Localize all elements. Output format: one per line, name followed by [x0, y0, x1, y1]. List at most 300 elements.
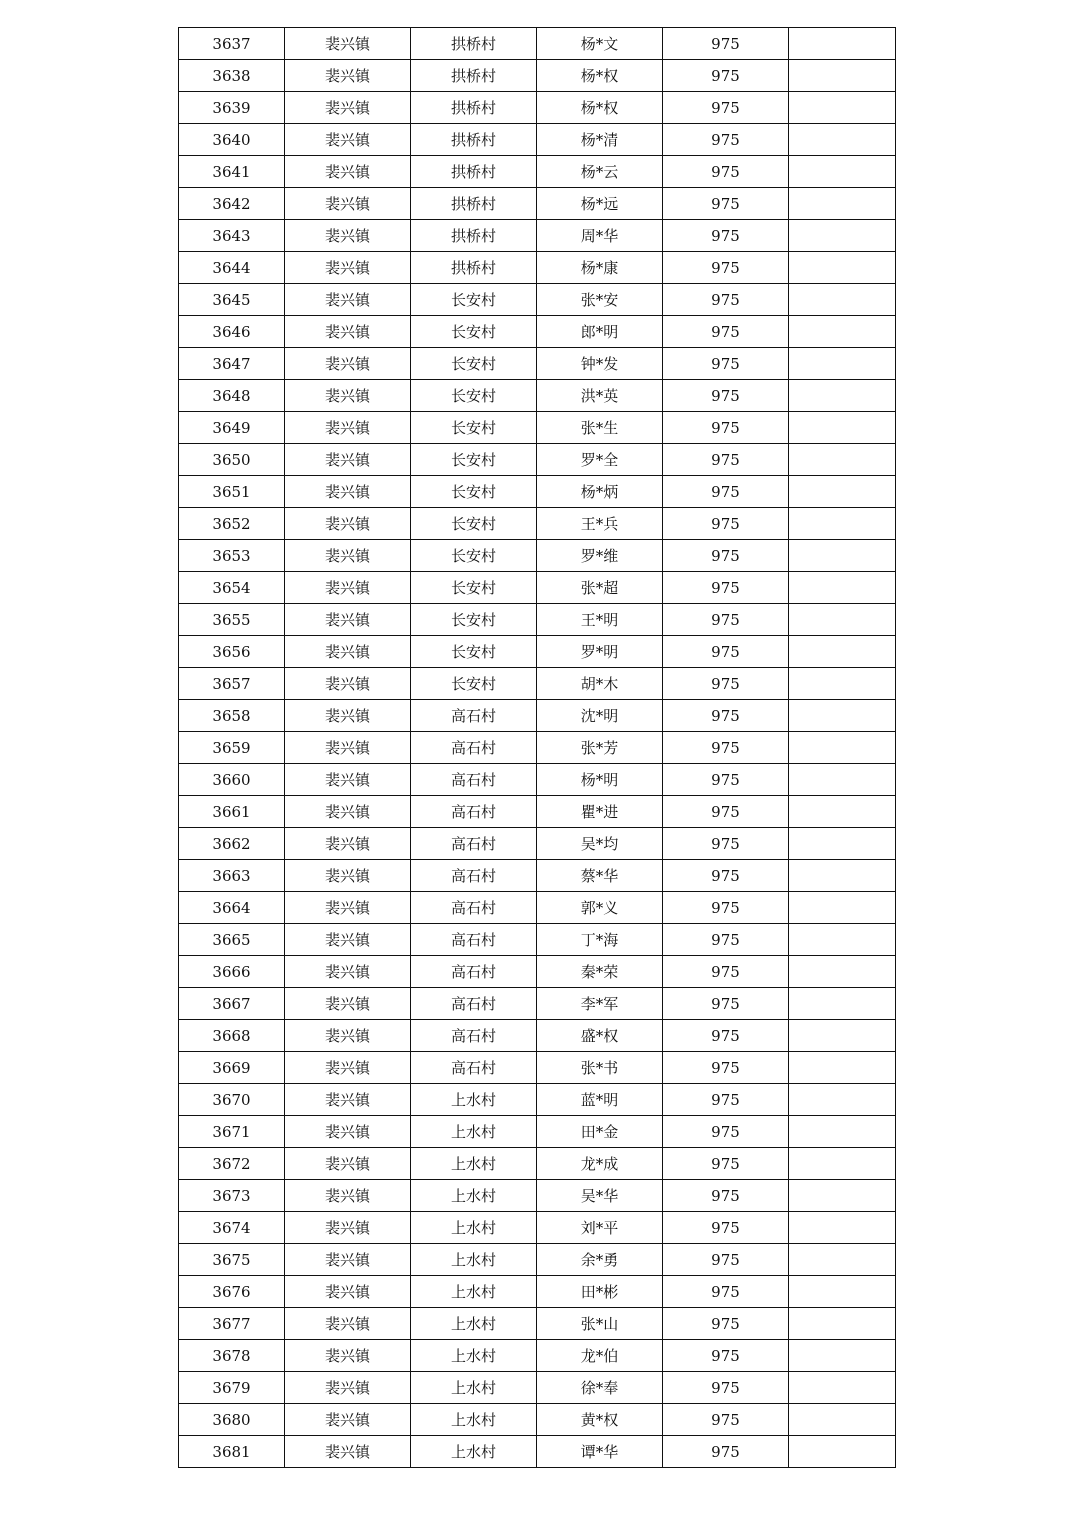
amount-cell: 975 [663, 540, 789, 572]
amount-cell: 975 [663, 348, 789, 380]
village-cell: 拱桥村 [411, 60, 537, 92]
row-number-cell: 3643 [179, 220, 285, 252]
village-cell: 高石村 [411, 796, 537, 828]
row-number-cell: 3675 [179, 1244, 285, 1276]
note-cell [789, 1020, 896, 1052]
note-cell [789, 1436, 896, 1468]
amount-cell: 975 [663, 1404, 789, 1436]
town-cell: 裴兴镇 [285, 1180, 411, 1212]
table-row [179, 860, 896, 892]
row-number-cell: 3662 [179, 828, 285, 860]
amount-cell: 975 [663, 796, 789, 828]
note-cell [789, 604, 896, 636]
row-number-cell: 3649 [179, 412, 285, 444]
table-row [179, 668, 896, 700]
village-cell: 高石村 [411, 860, 537, 892]
town-cell: 裴兴镇 [285, 668, 411, 700]
village-cell: 长安村 [411, 604, 537, 636]
village-cell: 拱桥村 [411, 124, 537, 156]
note-cell [789, 348, 896, 380]
amount-cell: 975 [663, 476, 789, 508]
amount-cell: 975 [663, 156, 789, 188]
town-cell: 裴兴镇 [285, 732, 411, 764]
note-cell [789, 860, 896, 892]
row-number-cell: 3665 [179, 924, 285, 956]
table-row [179, 348, 896, 380]
table-row [179, 924, 896, 956]
amount-cell: 975 [663, 1212, 789, 1244]
village-cell: 高石村 [411, 732, 537, 764]
village-cell: 长安村 [411, 508, 537, 540]
table-row [179, 1372, 896, 1404]
amount-cell: 975 [663, 188, 789, 220]
village-cell: 高石村 [411, 764, 537, 796]
town-cell: 裴兴镇 [285, 1308, 411, 1340]
town-cell: 裴兴镇 [285, 316, 411, 348]
note-cell [789, 668, 896, 700]
amount-cell: 975 [663, 1372, 789, 1404]
note-cell [789, 1340, 896, 1372]
name-cell: 田*金 [537, 1116, 663, 1148]
town-cell: 裴兴镇 [285, 540, 411, 572]
table-row [179, 828, 896, 860]
town-cell: 裴兴镇 [285, 1372, 411, 1404]
town-cell: 裴兴镇 [285, 92, 411, 124]
town-cell: 裴兴镇 [285, 348, 411, 380]
name-cell: 杨*权 [537, 92, 663, 124]
amount-cell: 975 [663, 1020, 789, 1052]
amount-cell: 975 [663, 92, 789, 124]
village-cell: 长安村 [411, 412, 537, 444]
note-cell [789, 380, 896, 412]
town-cell: 裴兴镇 [285, 380, 411, 412]
note-cell [789, 1052, 896, 1084]
town-cell: 裴兴镇 [285, 636, 411, 668]
row-number-cell: 3646 [179, 316, 285, 348]
note-cell [789, 1148, 896, 1180]
amount-cell: 975 [663, 860, 789, 892]
town-cell: 裴兴镇 [285, 1148, 411, 1180]
amount-cell: 975 [663, 28, 789, 60]
row-number-cell: 3658 [179, 700, 285, 732]
town-cell: 裴兴镇 [285, 956, 411, 988]
village-cell: 高石村 [411, 956, 537, 988]
table-row [179, 1084, 896, 1116]
name-cell: 杨*炳 [537, 476, 663, 508]
name-cell: 张*安 [537, 284, 663, 316]
note-cell [789, 124, 896, 156]
name-cell: 郭*义 [537, 892, 663, 924]
amount-cell: 975 [663, 1052, 789, 1084]
table-row [179, 1116, 896, 1148]
village-cell: 拱桥村 [411, 252, 537, 284]
table-row [179, 1020, 896, 1052]
town-cell: 裴兴镇 [285, 604, 411, 636]
table-row [179, 604, 896, 636]
name-cell: 王*兵 [537, 508, 663, 540]
town-cell: 裴兴镇 [285, 572, 411, 604]
name-cell: 杨*权 [537, 60, 663, 92]
name-cell: 刘*平 [537, 1212, 663, 1244]
row-number-cell: 3678 [179, 1340, 285, 1372]
name-cell: 洪*英 [537, 380, 663, 412]
table-row [179, 732, 896, 764]
name-cell: 杨*清 [537, 124, 663, 156]
row-number-cell: 3677 [179, 1308, 285, 1340]
name-cell: 张*超 [537, 572, 663, 604]
village-cell: 上水村 [411, 1436, 537, 1468]
amount-cell: 975 [663, 604, 789, 636]
name-cell: 瞿*进 [537, 796, 663, 828]
town-cell: 裴兴镇 [285, 1116, 411, 1148]
amount-cell: 975 [663, 828, 789, 860]
town-cell: 裴兴镇 [285, 988, 411, 1020]
village-cell: 上水村 [411, 1404, 537, 1436]
town-cell: 裴兴镇 [285, 188, 411, 220]
town-cell: 裴兴镇 [285, 1436, 411, 1468]
table-row [179, 796, 896, 828]
village-cell: 长安村 [411, 316, 537, 348]
town-cell: 裴兴镇 [285, 924, 411, 956]
town-cell: 裴兴镇 [285, 252, 411, 284]
town-cell: 裴兴镇 [285, 1212, 411, 1244]
name-cell: 沈*明 [537, 700, 663, 732]
village-cell: 上水村 [411, 1276, 537, 1308]
village-cell: 拱桥村 [411, 156, 537, 188]
village-cell: 高石村 [411, 924, 537, 956]
village-cell: 高石村 [411, 988, 537, 1020]
row-number-cell: 3657 [179, 668, 285, 700]
note-cell [789, 60, 896, 92]
note-cell [789, 220, 896, 252]
town-cell: 裴兴镇 [285, 1340, 411, 1372]
row-number-cell: 3647 [179, 348, 285, 380]
name-cell: 罗*全 [537, 444, 663, 476]
name-cell: 杨*明 [537, 764, 663, 796]
village-cell: 拱桥村 [411, 220, 537, 252]
note-cell [789, 476, 896, 508]
amount-cell: 975 [663, 124, 789, 156]
name-cell: 郎*明 [537, 316, 663, 348]
name-cell: 田*彬 [537, 1276, 663, 1308]
row-number-cell: 3652 [179, 508, 285, 540]
amount-cell: 975 [663, 988, 789, 1020]
table-row [179, 764, 896, 796]
village-cell: 上水村 [411, 1212, 537, 1244]
name-cell: 吴*均 [537, 828, 663, 860]
village-cell: 上水村 [411, 1148, 537, 1180]
row-number-cell: 3642 [179, 188, 285, 220]
table-row [179, 284, 896, 316]
name-cell: 蔡*华 [537, 860, 663, 892]
row-number-cell: 3654 [179, 572, 285, 604]
note-cell [789, 316, 896, 348]
table-row [179, 540, 896, 572]
town-cell: 裴兴镇 [285, 284, 411, 316]
town-cell: 裴兴镇 [285, 1244, 411, 1276]
note-cell [789, 700, 896, 732]
row-number-cell: 3670 [179, 1084, 285, 1116]
name-cell: 余*勇 [537, 1244, 663, 1276]
note-cell [789, 1084, 896, 1116]
village-cell: 高石村 [411, 700, 537, 732]
row-number-cell: 3669 [179, 1052, 285, 1084]
name-cell: 秦*荣 [537, 956, 663, 988]
row-number-cell: 3667 [179, 988, 285, 1020]
note-cell [789, 444, 896, 476]
row-number-cell: 3671 [179, 1116, 285, 1148]
amount-cell: 975 [663, 1340, 789, 1372]
note-cell [789, 284, 896, 316]
village-cell: 上水村 [411, 1308, 537, 1340]
village-cell: 高石村 [411, 828, 537, 860]
row-number-cell: 3655 [179, 604, 285, 636]
note-cell [789, 732, 896, 764]
table-row [179, 1180, 896, 1212]
amount-cell: 975 [663, 220, 789, 252]
row-number-cell: 3638 [179, 60, 285, 92]
name-cell: 张*书 [537, 1052, 663, 1084]
row-number-cell: 3663 [179, 860, 285, 892]
name-cell: 谭*华 [537, 1436, 663, 1468]
name-cell: 钟*发 [537, 348, 663, 380]
name-cell: 张*山 [537, 1308, 663, 1340]
note-cell [789, 796, 896, 828]
row-number-cell: 3637 [179, 28, 285, 60]
town-cell: 裴兴镇 [285, 156, 411, 188]
amount-cell: 975 [663, 284, 789, 316]
note-cell [789, 828, 896, 860]
row-number-cell: 3648 [179, 380, 285, 412]
village-cell: 高石村 [411, 1052, 537, 1084]
amount-cell: 975 [663, 1116, 789, 1148]
table-row [179, 316, 896, 348]
amount-cell: 975 [663, 444, 789, 476]
name-cell: 杨*云 [537, 156, 663, 188]
table-row [179, 1212, 896, 1244]
note-cell [789, 28, 896, 60]
row-number-cell: 3673 [179, 1180, 285, 1212]
table-row [179, 636, 896, 668]
table-row [179, 188, 896, 220]
amount-cell: 975 [663, 924, 789, 956]
row-number-cell: 3676 [179, 1276, 285, 1308]
village-cell: 长安村 [411, 572, 537, 604]
name-cell: 盛*权 [537, 1020, 663, 1052]
amount-cell: 975 [663, 252, 789, 284]
town-cell: 裴兴镇 [285, 700, 411, 732]
table-row [179, 700, 896, 732]
amount-cell: 975 [663, 412, 789, 444]
table-row [179, 60, 896, 92]
name-cell: 吴*华 [537, 1180, 663, 1212]
table-row [179, 380, 896, 412]
village-cell: 长安村 [411, 668, 537, 700]
name-cell: 周*华 [537, 220, 663, 252]
village-cell: 上水村 [411, 1116, 537, 1148]
table-row [179, 956, 896, 988]
amount-cell: 975 [663, 1436, 789, 1468]
roster-table [178, 27, 896, 1468]
town-cell: 裴兴镇 [285, 1084, 411, 1116]
table-row [179, 444, 896, 476]
note-cell [789, 1404, 896, 1436]
note-cell [789, 188, 896, 220]
row-number-cell: 3653 [179, 540, 285, 572]
row-number-cell: 3639 [179, 92, 285, 124]
table-row [179, 220, 896, 252]
table-row [179, 508, 896, 540]
town-cell: 裴兴镇 [285, 764, 411, 796]
amount-cell: 975 [663, 732, 789, 764]
town-cell: 裴兴镇 [285, 476, 411, 508]
note-cell [789, 508, 896, 540]
town-cell: 裴兴镇 [285, 796, 411, 828]
name-cell: 龙*成 [537, 1148, 663, 1180]
village-cell: 长安村 [411, 380, 537, 412]
row-number-cell: 3660 [179, 764, 285, 796]
row-number-cell: 3668 [179, 1020, 285, 1052]
row-number-cell: 3681 [179, 1436, 285, 1468]
table-row [179, 1148, 896, 1180]
amount-cell: 975 [663, 1180, 789, 1212]
table-row [179, 892, 896, 924]
table-row [179, 28, 896, 60]
row-number-cell: 3645 [179, 284, 285, 316]
town-cell: 裴兴镇 [285, 892, 411, 924]
row-number-cell: 3650 [179, 444, 285, 476]
row-number-cell: 3644 [179, 252, 285, 284]
name-cell: 张*生 [537, 412, 663, 444]
amount-cell: 975 [663, 380, 789, 412]
note-cell [789, 1212, 896, 1244]
name-cell: 李*军 [537, 988, 663, 1020]
row-number-cell: 3680 [179, 1404, 285, 1436]
amount-cell: 975 [663, 316, 789, 348]
village-cell: 拱桥村 [411, 188, 537, 220]
row-number-cell: 3674 [179, 1212, 285, 1244]
town-cell: 裴兴镇 [285, 444, 411, 476]
table-row [179, 1436, 896, 1468]
name-cell: 王*明 [537, 604, 663, 636]
amount-cell: 975 [663, 1308, 789, 1340]
town-cell: 裴兴镇 [285, 1052, 411, 1084]
name-cell: 龙*伯 [537, 1340, 663, 1372]
table-row [179, 156, 896, 188]
village-cell: 拱桥村 [411, 28, 537, 60]
table-row [179, 1404, 896, 1436]
town-cell: 裴兴镇 [285, 124, 411, 156]
amount-cell: 975 [663, 956, 789, 988]
note-cell [789, 988, 896, 1020]
note-cell [789, 572, 896, 604]
name-cell: 黄*权 [537, 1404, 663, 1436]
town-cell: 裴兴镇 [285, 220, 411, 252]
note-cell [789, 956, 896, 988]
village-cell: 拱桥村 [411, 92, 537, 124]
table-row [179, 252, 896, 284]
amount-cell: 975 [663, 508, 789, 540]
row-number-cell: 3641 [179, 156, 285, 188]
row-number-cell: 3640 [179, 124, 285, 156]
amount-cell: 975 [663, 60, 789, 92]
name-cell: 杨*远 [537, 188, 663, 220]
name-cell: 胡*木 [537, 668, 663, 700]
village-cell: 长安村 [411, 476, 537, 508]
amount-cell: 975 [663, 700, 789, 732]
amount-cell: 975 [663, 1244, 789, 1276]
amount-cell: 975 [663, 636, 789, 668]
amount-cell: 975 [663, 764, 789, 796]
table-row [179, 1276, 896, 1308]
table-row [179, 1244, 896, 1276]
amount-cell: 975 [663, 572, 789, 604]
note-cell [789, 1276, 896, 1308]
note-cell [789, 1180, 896, 1212]
row-number-cell: 3659 [179, 732, 285, 764]
note-cell [789, 764, 896, 796]
village-cell: 上水村 [411, 1084, 537, 1116]
row-number-cell: 3656 [179, 636, 285, 668]
table-row [179, 1340, 896, 1372]
row-number-cell: 3664 [179, 892, 285, 924]
name-cell: 蓝*明 [537, 1084, 663, 1116]
table-row [179, 572, 896, 604]
village-cell: 长安村 [411, 348, 537, 380]
name-cell: 张*芳 [537, 732, 663, 764]
town-cell: 裴兴镇 [285, 412, 411, 444]
note-cell [789, 1244, 896, 1276]
table-row [179, 1308, 896, 1340]
note-cell [789, 252, 896, 284]
town-cell: 裴兴镇 [285, 1020, 411, 1052]
town-cell: 裴兴镇 [285, 508, 411, 540]
name-cell: 杨*文 [537, 28, 663, 60]
note-cell [789, 540, 896, 572]
village-cell: 高石村 [411, 892, 537, 924]
town-cell: 裴兴镇 [285, 860, 411, 892]
name-cell: 徐*奉 [537, 1372, 663, 1404]
village-cell: 上水村 [411, 1372, 537, 1404]
amount-cell: 975 [663, 1148, 789, 1180]
name-cell: 罗*维 [537, 540, 663, 572]
table-row [179, 124, 896, 156]
town-cell: 裴兴镇 [285, 1276, 411, 1308]
village-cell: 长安村 [411, 540, 537, 572]
table-row [179, 1052, 896, 1084]
village-cell: 上水村 [411, 1180, 537, 1212]
village-cell: 长安村 [411, 444, 537, 476]
name-cell: 杨*康 [537, 252, 663, 284]
table-row [179, 412, 896, 444]
amount-cell: 975 [663, 892, 789, 924]
note-cell [789, 1308, 896, 1340]
note-cell [789, 1116, 896, 1148]
row-number-cell: 3661 [179, 796, 285, 828]
row-number-cell: 3672 [179, 1148, 285, 1180]
row-number-cell: 3679 [179, 1372, 285, 1404]
note-cell [789, 924, 896, 956]
note-cell [789, 92, 896, 124]
village-cell: 高石村 [411, 1020, 537, 1052]
table-row [179, 988, 896, 1020]
amount-cell: 975 [663, 1084, 789, 1116]
town-cell: 裴兴镇 [285, 828, 411, 860]
village-cell: 上水村 [411, 1244, 537, 1276]
row-number-cell: 3666 [179, 956, 285, 988]
note-cell [789, 156, 896, 188]
note-cell [789, 1372, 896, 1404]
